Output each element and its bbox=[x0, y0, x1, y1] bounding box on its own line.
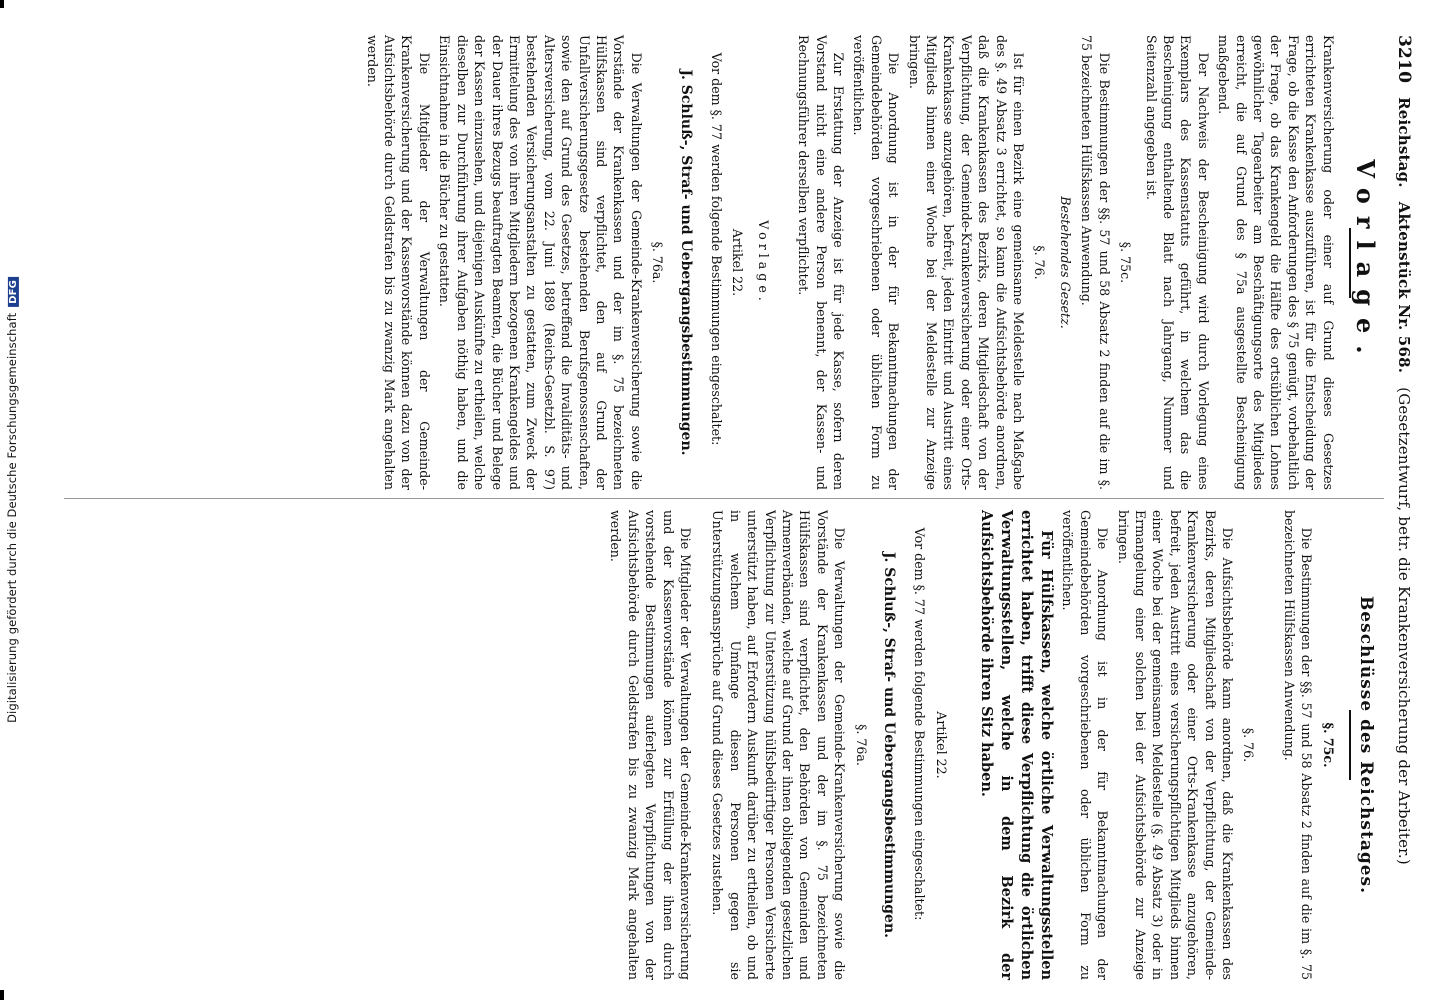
article-number: Artikel 22. bbox=[730, 228, 746, 297]
paragraph: Vor dem §. 77 werden folgende Bestimmungen eingeschaltet: bbox=[709, 52, 724, 446]
paragraph: Die Anordnung ist in der für Bekanntmachungen der Gemeindebehörden vorgeschriebenen oder üblichen Form zu veröffentlichen. bbox=[851, 35, 902, 490]
subheading-vorlage: Vorlage. bbox=[755, 220, 771, 305]
subheading-current-law: Bestehendes Gesetz. bbox=[1057, 196, 1073, 329]
paragraph: Die Verwaltungen der Gemeinde-Krankenversicherung sowie die Vorstände der Krankenkassen und der im §. 75 bezeichneten Hülfskassen sind verpflichtet, den Behörden von Gemeinden und Armenverbänden, welche auf Grund der ihnen obliegenden gesetzlichen Verpflichtung zur Unterstützung hülfsbedürftiger Personen Versicherte unterstützt haben, auf Erfordern Auskunft darüber zu ertheilen, ob und in welchem Umfange diesen Personen gegen sie Unterstützungsansprüche auf Grund dieses Gesetzes zustehen. bbox=[710, 510, 848, 980]
section-heading: J. Schluß-, Straf- und Uebergangsbestimmungen. bbox=[677, 69, 694, 456]
paragraph: Ist für einen Bezirk eine gemeinsame Meldestelle nach Maßgabe des §. 49 Absatz 3 errichtet, so kann die Aufsichtsbehörde anordnen, daß die Krankenkassen des Bezirks, deren Mitgliedschaft von der Verpflichtung, der Gemeinde-Krankenversicherung oder einer Orts-Krankenkasse anzugehören, befreit, jeden Eintritt und Austritt eines Mitglieds binnen einer Woche bei der Meldestelle zur Anzeige bringen. bbox=[906, 35, 1027, 490]
header-source: Reichstag. bbox=[1395, 97, 1413, 188]
paragraph: Die Anordnung ist in der für Bekanntmachungen der Gemeindebehörden vorgeschriebenen oder üblichen Form zu veröffentlichen. bbox=[1060, 510, 1111, 980]
section-number: §. 76a. bbox=[650, 241, 666, 284]
paragraph: Die Mitglieder der Verwaltungen der Gemeinde-Krankenversicherung und der Kassenvorstände können dazu von der Aufsichtsbehörde durch Geldstrafen bis zu zwanzig Mark angehalten werden. bbox=[364, 35, 432, 490]
column-title-vorlage: Vorlage. bbox=[1351, 159, 1380, 366]
column-vorlage bbox=[360, 35, 1380, 490]
header-subject: (Gesetzentwurf, betr. die Krankenversicherung der Arbeiter.) bbox=[1395, 387, 1413, 865]
paragraph: Zur Erstattung der Anzeige ist für jede Kasse, sofern deren Vorstand nicht eine andere Person benennt, der Kassen- und Rechnungsführer derselben verpflichtet. bbox=[796, 35, 847, 490]
column-divider bbox=[64, 498, 1384, 499]
paragraph: Krankenversicherung oder einer auf Grund dieses Gesetzes errichteten Krankenkasse auszuführen, ist für die Entscheidung der Frage, ob die Kasse den Anforderungen des § 75 genügt, vorbehaltlich der Frage, ob das Krankengeld die Hälfte des ortsüblichen Lohnes gewöhnlicher Tagearbeiter am Beschäftigungsorte des Mitgliedes erreicht, die auf Grund des § 75a ausgestellte Bescheinigung maßgebend. bbox=[1216, 35, 1336, 490]
column-title-beschluesse: Beschlüsse des Reichstages. bbox=[1356, 595, 1376, 895]
digitization-footer bbox=[0, 0, 24, 1000]
paragraph: Der Nachweis der Bescheinigung wird durch Vorlegung eines Exemplars des Kassenstatuts geführt, in welchem das die Bescheinigung enthaltende Blatt nach Jahrgang, Nummer und Seitenzahl angegeben ist. bbox=[1143, 35, 1211, 490]
bold-paragraph: Für Hülfskassen, welche örtliche Verwaltungsstellen errichtet haben, trifft diese Verpflichtung die örtlichen Verwaltungsstellen, welche in dem Bezirk der Aufsichtsbehörde ihren Sitz haben. bbox=[977, 510, 1055, 980]
rotated-sheet bbox=[40, 0, 1432, 1000]
page-header bbox=[1388, 35, 1414, 980]
title-rule bbox=[1349, 710, 1351, 780]
scanned-page bbox=[40, 0, 1432, 1000]
section-number: §. 75c. bbox=[1320, 722, 1336, 768]
paragraph: Die Mitglieder der Verwaltungen der Gemeinde-Krankenversicherung und der Kassenvorstände können zur Erfüllung der ihnen durch vorstehende Bestimmungen auferlegten Verpflichtungen von der Aufsichtsbehörde durch Geldstrafen bis zu zwanzig Mark angehalten werden. bbox=[608, 510, 694, 980]
section-number: §. 76a. bbox=[853, 724, 869, 766]
column-beschluesse bbox=[604, 510, 1380, 980]
dfg-logo-icon: DFG bbox=[8, 277, 19, 307]
footer-text: Digitalisierung gefördert durch die Deutsche Forschungsgemeinschaft bbox=[5, 312, 19, 723]
paragraph: Die Aufsichtsbehörde kann anordnen, daß die Krankenkassen des Bezirks, deren Mitgliedschaft von der Verpflichtung, der Gemeinde-Krankenversicherung oder einer Orts-Krankenkasse anzugehören, befreit, jeden Austritt eines versicherungspflichtigen Mitglieds binnen einer Woche bei der gemeinsamen Meldestelle (§. 49 Absatz 3) oder in Ermangelung einer solchen bei der Aufsichtsbehörde zur Anzeige bringen. bbox=[1115, 510, 1235, 980]
section-number: §. 76. bbox=[1241, 727, 1257, 763]
article-number: Artikel 22. bbox=[933, 711, 949, 779]
section-heading: J. Schluß-, Straf- und Uebergangsbestimmungen. bbox=[881, 551, 898, 939]
page-number: 3210 bbox=[1394, 35, 1414, 84]
paragraph: Vor dem §. 77 werden folgende Bestimmungen eingeschaltet: bbox=[912, 527, 928, 921]
section-number: §. 75c. bbox=[1118, 241, 1134, 284]
header-document-no: Aktenstück Nr. 568. bbox=[1395, 201, 1413, 374]
section-number: §. 76. bbox=[1032, 245, 1048, 280]
paragraph: Die Bestimmungen der §§. 57 und 58 Absatz 2 finden auf die im §. 75 bezeichneten Hülfskassen Anwendung. bbox=[1281, 510, 1315, 980]
paragraph: Die Bestimmungen der §§. 57 und 58 Absatz 2 finden auf die im §. 75 bezeichneten Hülfskassen Anwendung. bbox=[1079, 35, 1112, 490]
paragraph: Die Verwaltungen der Gemeinde-Krankenversicherung sowie die Vorstände der Krankenkassen und der im §. 75 bezeichneten Hülfskassen sind verpflichtet, den auf Grund der Unfallversicherungsgesetze bestehenden Berufsgenossenschaften, sowie den auf Grund des Gesetzes, betreffend die Invaliditäts- und Altersversicherung, vom 22. Juni 1889 (Reichs-Gesetzbl. S. 97) bestehenden Versicherungsanstalten zu gestatten, zum Zweck der Ermittelung des von ihren Mitgliedern bezogenen Krankengeldes und der Dauer ihres Bezugs beauftragten Beamten, die Bücher und Belege der Kassen einzusehen, und diejenigen Auskünfte zu ertheilen, welche dieselben zur Durchführung ihrer Aufgaben nöthig haben, und die Einsichtnahme in die Bücher zu gestatten. bbox=[437, 35, 644, 490]
